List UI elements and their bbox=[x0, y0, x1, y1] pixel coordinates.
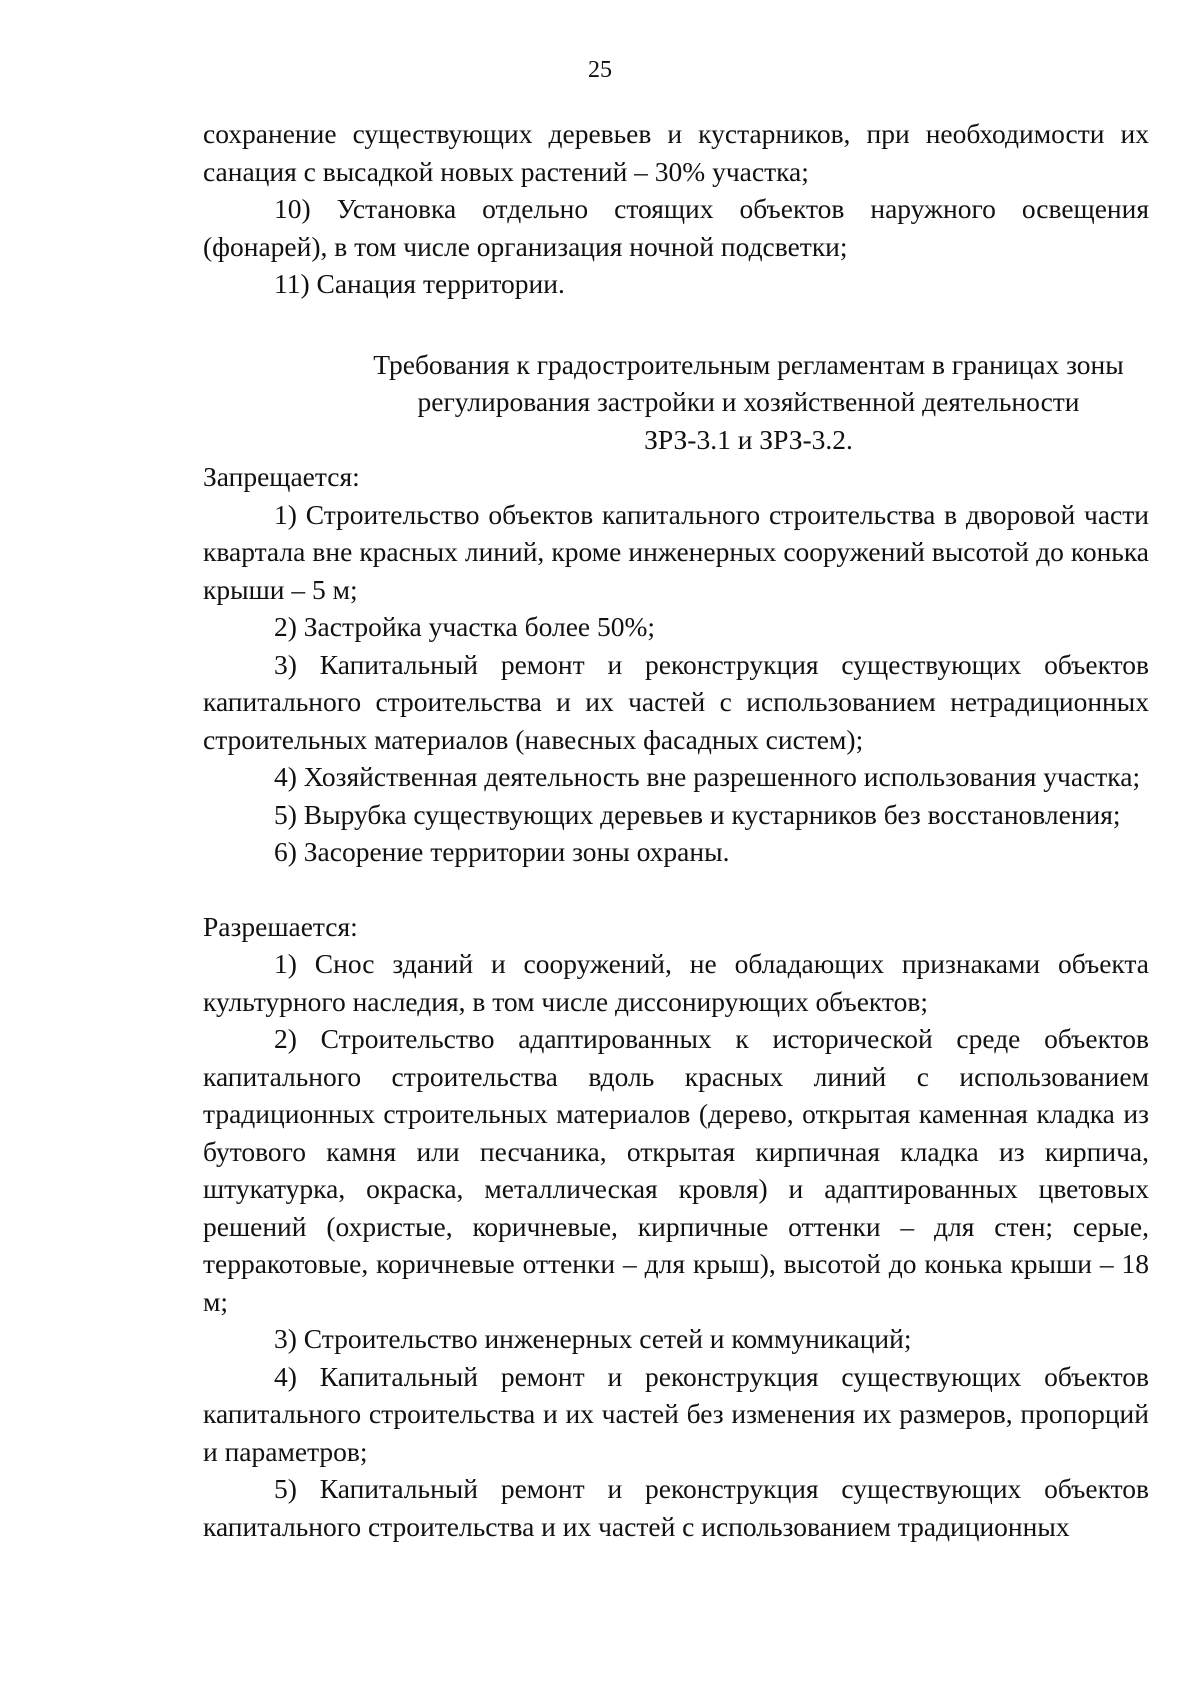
allowed-item-4: 4) Капитальный ремонт и реконструкция существующих объектов капитального строительства и их частей без изменения их размеров, пропорций и параметров; bbox=[203, 1360, 1149, 1467]
prohibited-item-4: 4) Хозяйственная деятельность вне разрешенного использования участка; bbox=[274, 761, 1141, 792]
allowed-label: Разрешается: bbox=[203, 910, 358, 942]
allowed-item-5: 5) Капитальный ремонт и реконструкция существующих объектов капитального строительства и их частей с использованием традиционных bbox=[203, 1473, 1149, 1542]
prohibited-label: Запрещается: bbox=[203, 461, 360, 492]
intro-paragraph-1: сохранение существующих деревьев и кустарников, при необходимости их санация с высадкой новых растений – 30% участка; bbox=[203, 118, 1149, 187]
prohibited-item-5: 5) Вырубка существующих деревьев и кустарников без восстановления; bbox=[274, 798, 1121, 830]
section-heading-line-1: Требования к градостроительным регламентам в границах зоны bbox=[373, 348, 1124, 380]
intro-paragraph-2: 10) Установка отдельно стоящих объектов наружного освещения (фонарей), в том числе организация ночной подсветки; bbox=[203, 193, 1149, 262]
page-number: 25 bbox=[588, 57, 612, 83]
spacer bbox=[203, 871, 1149, 908]
section-heading-line-2: регулирования застройки и хозяйственной деятельности bbox=[417, 386, 1080, 417]
prohibited-item-2: 2) Застройка участка более 50%; bbox=[274, 611, 656, 642]
section-heading bbox=[203, 346, 1149, 459]
section-heading-line-3: ЗРЗ-3.1 и ЗРЗ-3.2. bbox=[644, 423, 853, 455]
allowed-item-3: 3) Строительство инженерных сетей и коммуникаций; bbox=[274, 1323, 912, 1354]
allowed-item-1: 1) Снос зданий и сооружений, не обладающих признаками объекта культурного наследия, в том числе диссонирующих объектов; bbox=[203, 948, 1149, 1017]
prohibited-item-1: 1) Строительство объектов капитального строительства в дворовой части квартала вне красных линий, кроме инженерных сооружений высотой до конька крыши – 5 м; bbox=[203, 498, 1149, 605]
prohibited-item-6: 6) Засорение территории зоны охраны. bbox=[274, 836, 730, 867]
spacer bbox=[203, 303, 1149, 346]
intro-paragraph-3: 11) Санация территории. bbox=[274, 268, 565, 299]
prohibited-item-3: 3) Капитальный ремонт и реконструкция существующих объектов капитального строительства и их частей с использованием нетрадиционных строительных материалов (навесных фасадных систем); bbox=[203, 648, 1149, 755]
allowed-item-2: 2) Строительство адаптированных к исторической среде объектов капитального строительства вдоль красных линий с использованием традиционных строительных материалов (дерево, открытая каменная кладка из бутового камня или песчаника, открытая кирпичная кладка из кирпича, штукатурка, окраска, металлическая кровля) и адаптированных цветовых решений (охристые, коричневые, кирпичные оттенки – для стен; серые, терракотовые, коричневые оттенки – для крыш), высотой до конька крыши – 18 м; bbox=[203, 1023, 1149, 1317]
document-body bbox=[203, 115, 1149, 1545]
